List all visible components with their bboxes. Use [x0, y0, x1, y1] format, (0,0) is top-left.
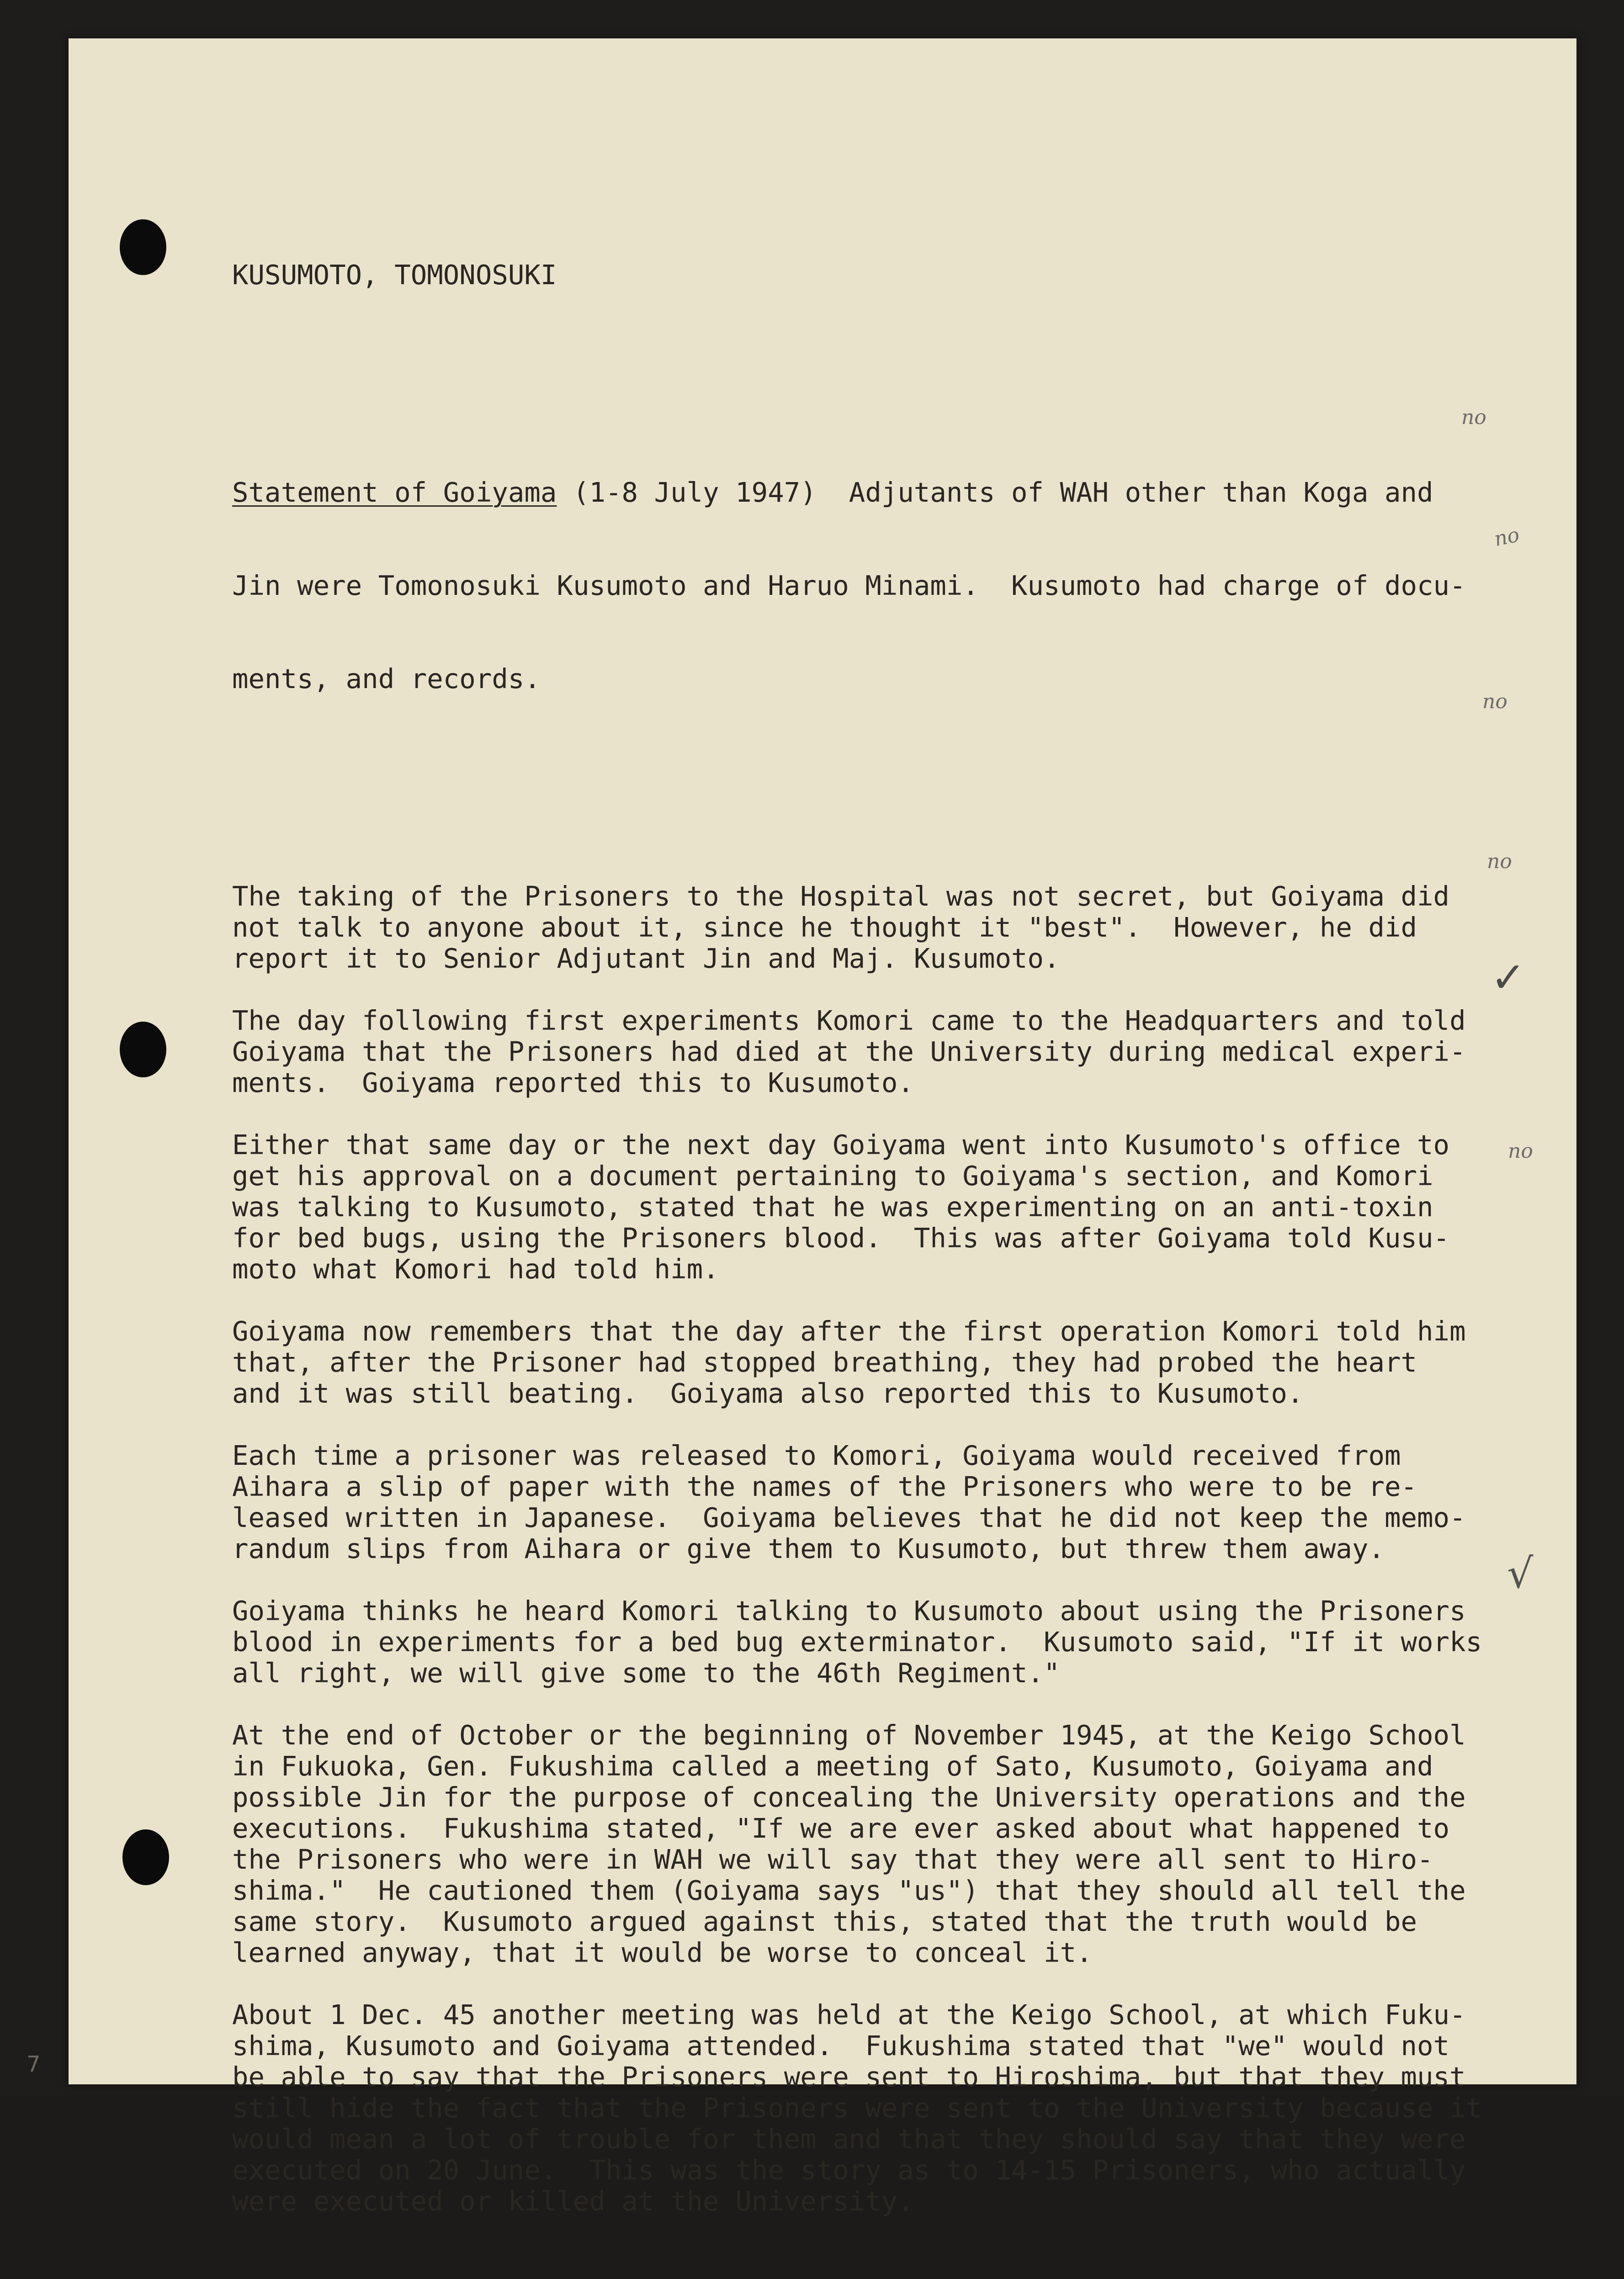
paragraph-line: would mean a lot of trouble for them and that they should say that they were: [232, 2123, 1466, 2155]
punch-hole-top: [120, 219, 166, 275]
paragraph-line: shima, Kusumoto and Goiyama attended. Fukushima stated that "we" would not: [232, 2030, 1450, 2062]
paragraph-line: The day following first experiments Komori came to the Headquarters and told: [232, 1005, 1466, 1036]
margin-check-mark-2: √: [1507, 1550, 1534, 1598]
paragraph-line: executions. Fukushima stated, "If we are ever asked about what happened to: [232, 1813, 1450, 1844]
paragraph: [232, 1129, 1539, 1285]
punch-hole-middle: [120, 1022, 166, 1077]
paragraph-line: in Fukuoka, Gen. Fukushima called a meeting of Sato, Kusumoto, Goiyama and: [232, 1750, 1433, 1782]
paragraph-line: same story. Kusumoto argued against this, stated that the truth would be: [232, 1906, 1417, 1937]
paragraph-line: Aihara a slip of paper with the names of the Prisoners who were to be re-: [232, 1471, 1417, 1502]
paragraph: [232, 1440, 1539, 1564]
paragraph-line: About 1 Dec. 45 another meeting was held at the Keigo School, at which Fuku-: [232, 1999, 1466, 2030]
document-heading: KUSUMOTO, TOMONOSUKI: [232, 259, 557, 291]
paragraph-line: get his approval on a document pertaining to Goiyama's section, and Komori: [232, 1160, 1433, 1192]
paragraph-line: [232, 477, 1539, 508]
paragraph-line: Goiyama that the Prisoners had died at the University during medical experi-: [232, 1036, 1466, 1067]
paragraph: [232, 1316, 1539, 1409]
paragraph-line: leased written in Japanese. Goiyama believes that he did not keep the memo-: [232, 1502, 1466, 1533]
paragraph-line: report it to Senior Adjutant Jin and Maj. Kusumoto.: [232, 943, 1060, 974]
paragraph-line: Each time a prisoner was released to Komori, Goiyama would received from: [232, 1440, 1401, 1471]
paragraph-line: the Prisoners who were in WAH we will say that they were all sent to Hiro-: [232, 1844, 1433, 1875]
paragraph-line: The taking of the Prisoners to the Hospital was not secret, but Goiyama did: [232, 880, 1450, 912]
paragraph-line: possible Jin for the purpose of concealing the University operations and the: [232, 1781, 1466, 1813]
paragraph-line: ments, and records.: [232, 663, 541, 694]
margin-check-mark: ✓: [1491, 953, 1526, 1002]
paragraph-line: Goiyama now remembers that the day after the first operation Komori told him: [232, 1315, 1466, 1347]
paragraph-line: shima." He cautioned them (Goiyama says "us") that they should all tell the: [232, 1875, 1466, 1906]
corner-page-mark: 7: [27, 2051, 41, 2077]
paragraph-line: for bed bugs, using the Prisoners blood. This was after Goiyama told Kusu-: [232, 1222, 1450, 1254]
margin-mark-2: no: [1492, 523, 1522, 551]
margin-mark-1: no: [1461, 406, 1486, 429]
paragraph: [232, 1005, 1539, 1098]
paragraph-line: Jin were Tomonosuki Kusumoto and Haruo Minami. Kusumoto had charge of docu-: [232, 570, 1466, 601]
paragraph-line: ments. Goiyama reported this to Kusumoto.: [232, 1067, 914, 1098]
paragraph-line: and it was still beating. Goiyama also reported this to Kusumoto.: [232, 1378, 1304, 1409]
paragraph-line: all right, we will give some to the 46th Regiment.": [232, 1657, 1060, 1689]
paragraph-line: were executed or killed at the University.: [232, 2185, 914, 2217]
paragraph-line: not talk to anyone about it, since he thought it "best". However, he did: [232, 912, 1417, 943]
paragraph-line: Either that same day or the next day Goiyama went into Kusumoto's office to: [232, 1129, 1450, 1161]
paragraph-line: still hide the fact that the Prisoners were sent to the University because it: [232, 2092, 1482, 2124]
paragraph-line: learned anyway, that it would be worse to conceal it.: [232, 1937, 1093, 1968]
margin-mark-4: no: [1487, 850, 1512, 873]
paragraph-line: that, after the Prisoner had stopped breathing, they had probed the heart: [232, 1346, 1417, 1378]
paragraph-line: Goiyama thinks he heard Komori talking to Kusumoto about using the Prisoners: [232, 1595, 1466, 1627]
paragraph-line: was talking to Kusumoto, stated that he was experimenting on an anti-toxin: [232, 1191, 1433, 1223]
paragraph-line: At the end of October or the beginning of November 1945, at the Keigo School: [232, 1719, 1466, 1751]
paragraph-line: moto what Komori had told him.: [232, 1253, 719, 1285]
paragraph-statement: [232, 415, 1539, 757]
punch-hole-bottom: [122, 1829, 169, 1885]
paragraph-line: be able to say that the Prisoners were sent to Hiroshima, but that they must: [232, 2061, 1466, 2093]
paragraph: [232, 1720, 1539, 1968]
statement-source: Statement of Goiyama: [232, 477, 557, 508]
paragraph: [232, 1999, 1539, 2217]
paragraph-list: [232, 881, 1539, 2217]
margin-mark-3: no: [1482, 690, 1507, 713]
margin-mark-6: no: [1508, 1140, 1533, 1163]
paragraph: [232, 1595, 1539, 1689]
statement-lead-text: (1-8 July 1947) Adjutants of WAH other than Koga and: [557, 477, 1433, 508]
paragraph: [232, 881, 1539, 974]
typed-text: [232, 197, 1539, 2279]
paragraph-line: blood in experiments for a bed bug exterminator. Kusumoto said, "If it works: [232, 1626, 1482, 1658]
paragraph-line: randum slips from Aihara or give them to Kusumoto, but threw them away.: [232, 1533, 1385, 1564]
paragraph-line: executed on 20 June. This was the story as to 14-15 Prisoners, who actually: [232, 2154, 1466, 2186]
